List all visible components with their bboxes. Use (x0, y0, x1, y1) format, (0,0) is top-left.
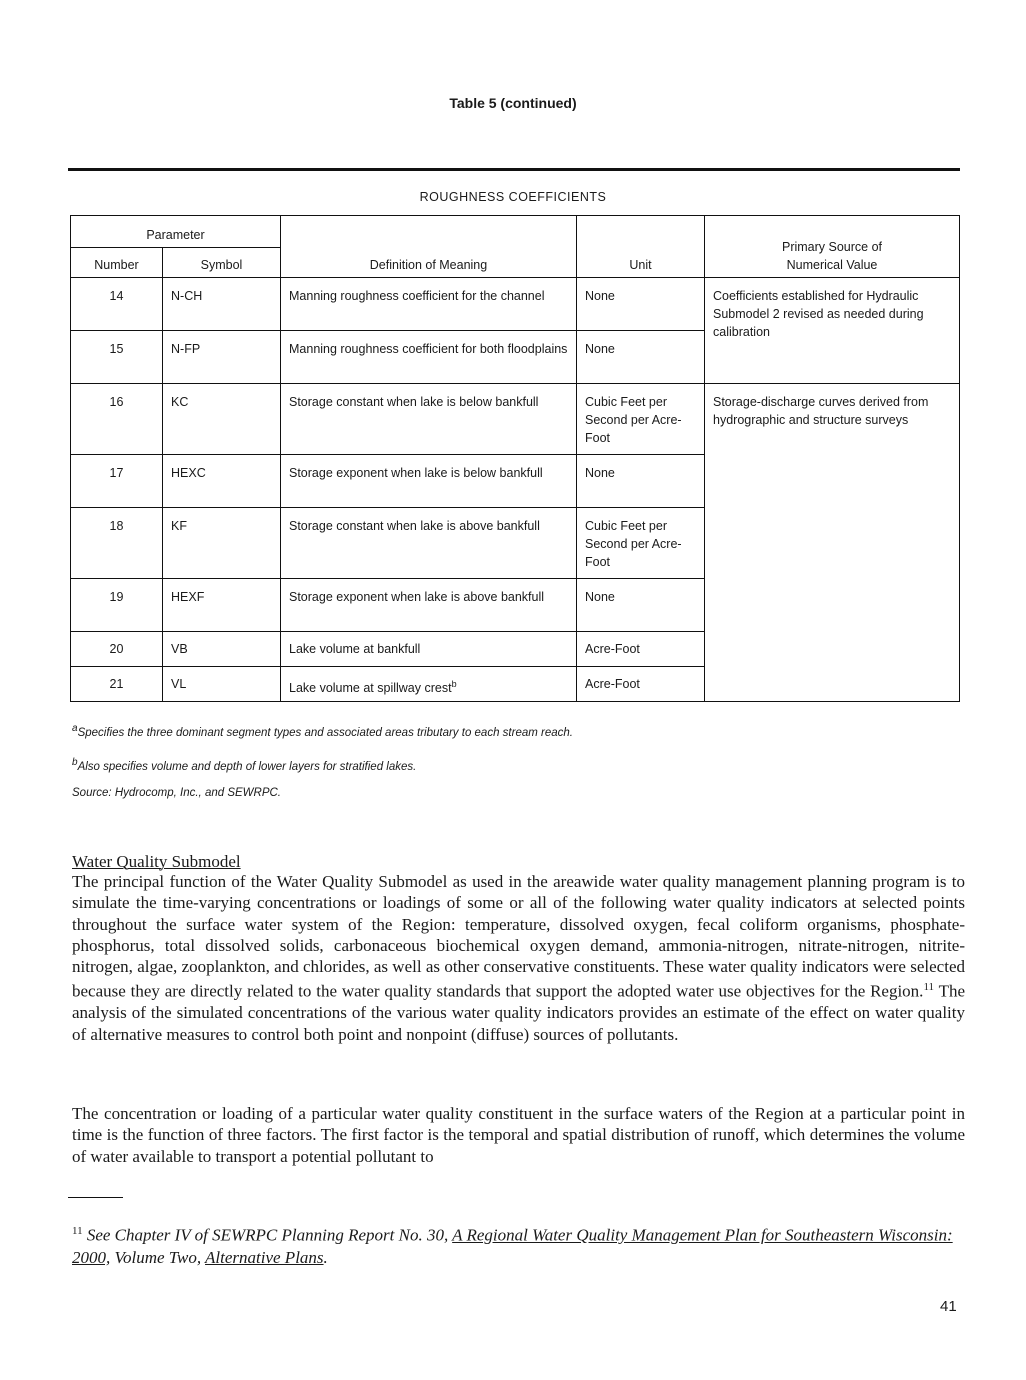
footnote-middle: Volume Two, (110, 1247, 206, 1267)
footnote-report-title: A Regional Water Quality Management Plan for Southeastern Wisconsin: 2000, (72, 1225, 953, 1267)
row-definition: Manning roughness coefficient for both floodplains (281, 331, 577, 384)
footnote-reference: 11 (923, 981, 935, 994)
header-parameter: Parameter (71, 216, 281, 248)
footnote (72, 1220, 965, 1269)
paragraph-1-continued: The analysis of the simulated concentrations of the various water quality indicators provides an estimate of the effect on water quality of alternative measures to control both point and nonpoint (diffuse) sources of pollutants. (72, 982, 965, 1044)
row-unit: Cubic Feet per Second per Acre-Foot (577, 384, 705, 455)
note-b-text: Also specifies volume and depth of lower layers for stratified lakes. (77, 760, 417, 773)
row-unit: None (577, 455, 705, 508)
row-definition: Storage exponent when lake is above bankfull (281, 579, 577, 632)
row-symbol: VL (163, 667, 281, 702)
row-number: 20 (71, 632, 163, 667)
paragraph-1-text: The principal function of the Water Quality Submodel as used in the areawide water quality management planning program is to simulate the time-varying concentrations or loadings of some or all of the following water quality indicators at selected points throughout the surface water system of the Region: temperature, dissolved oxygen, fecal coliform organisms, phosphate-phosphorus, total dissolved solids, carbonaceous biochemical oxygen demand, ammonia-nitrogen, nitrate-nitrogen, nitrite-nitrogen, algae, zooplankton, and chlorides, as well as other conservative constituents. These water quality indicators were selected because they are directly related to the water quality standards that support the adopted water use objectives for the Region. (72, 872, 965, 1002)
row-number: 18 (71, 508, 163, 579)
table-title: Table 5 (continued) (449, 95, 577, 111)
row-symbol: N-CH (163, 278, 281, 331)
row-definition: Manning roughness coefficient for the channel (281, 278, 577, 331)
row-definition: Storage exponent when lake is below bankfull (281, 455, 577, 508)
footnote-mark: 11 (72, 1225, 83, 1237)
row-number: 21 (71, 667, 163, 702)
table-note-b (72, 757, 416, 773)
row-definition (281, 667, 577, 702)
row-unit: None (577, 278, 705, 331)
row-number: 15 (71, 331, 163, 384)
row-symbol: KF (163, 508, 281, 579)
header-definition: Definition of Meaning (281, 216, 577, 278)
row-definition: Storage constant when lake is above bankfull (281, 508, 577, 579)
page-number: 41 (940, 1298, 957, 1315)
row-symbol: HEXF (163, 579, 281, 632)
row-symbol: N-FP (163, 331, 281, 384)
row-number: 17 (71, 455, 163, 508)
row-source: Coefficients established for Hydraulic Submodel 2 revised as needed during calibration (705, 278, 960, 384)
note-a-text: Specifies the three dominant segment types and associated areas tributary to each stream reach. (77, 726, 573, 739)
row-number: 14 (71, 278, 163, 331)
row-unit: Cubic Feet per Second per Acre-Foot (577, 508, 705, 579)
header-source: Primary Source of Numerical Value (705, 216, 960, 278)
row-symbol: KC (163, 384, 281, 455)
table-source: Source: Hydrocomp, Inc., and SEWRPC. (72, 787, 281, 799)
row-definition: Storage constant when lake is below bankfull (281, 384, 577, 455)
row-symbol: HEXC (163, 455, 281, 508)
row-number: 19 (71, 579, 163, 632)
row-unit: None (577, 579, 705, 632)
table-note-a (72, 723, 573, 739)
footnote-rule (68, 1197, 123, 1198)
row-unit: Acre-Foot (577, 632, 705, 667)
body-paragraph-2: The concentration or loading of a particular water quality constituent in the surface waters of the Region at a particular point in time is the function of three factors. The first factor is the temporal and spatial distribution of runoff, which determines the volume of water available to transport a potential pollutant to (72, 1104, 965, 1166)
table-row (71, 384, 960, 455)
row-number: 16 (71, 384, 163, 455)
header-unit: Unit (577, 216, 705, 278)
section-title: Water Quality Submodel (72, 852, 241, 871)
note-b-reference: b (451, 679, 457, 689)
table-row (71, 278, 960, 331)
footnote-lead: See Chapter IV of SEWRPC Planning Report No. 30, (82, 1225, 453, 1245)
header-symbol: Symbol (163, 248, 281, 278)
footnote-volume-title: Alternative Plans (205, 1247, 324, 1267)
row-source: Storage-discharge curves derived from hydrographic and structure surveys (705, 384, 960, 702)
definition-text: Lake volume at spillway crest (289, 681, 452, 696)
row-definition: Lake volume at bankfull (281, 632, 577, 667)
note-b-mark: b (72, 757, 78, 768)
row-unit: None (577, 331, 705, 384)
table-heading: ROUGHNESS COEFFICIENTS (419, 190, 607, 204)
row-symbol: VB (163, 632, 281, 667)
row-unit: Acre-Foot (577, 667, 705, 702)
header-number: Number (71, 248, 163, 278)
note-a-mark: a (72, 723, 78, 734)
body-paragraph-1 (72, 871, 965, 1045)
footnote-end: . (323, 1247, 328, 1267)
table-top-rule (68, 168, 960, 171)
roughness-coefficients-table (70, 215, 960, 702)
